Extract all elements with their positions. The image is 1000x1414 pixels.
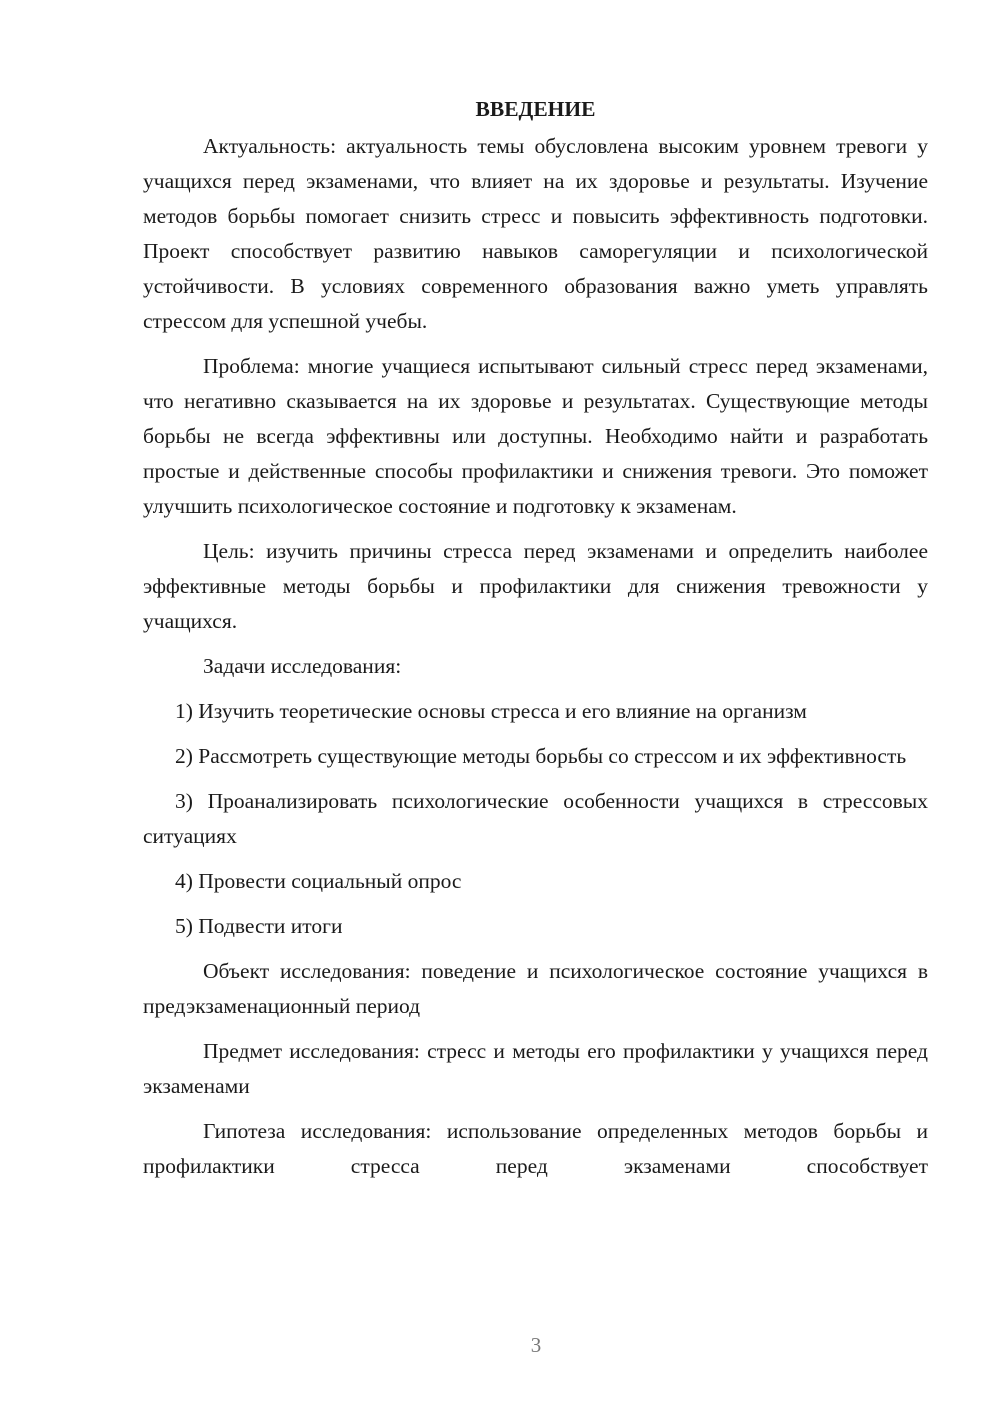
hypothesis-paragraph: Гипотеза исследования: использование определенных методов борьбы и профилактики стресса перед экзаменами способствует: [143, 1119, 928, 1178]
task-item: 4) Провести социальный опрос: [175, 869, 462, 893]
page-number: 3: [530, 1333, 542, 1357]
task-item: 1) Изучить теоретические основы стресса и его влияние на организм: [175, 699, 807, 723]
task-item: 5) Подвести итоги: [175, 914, 343, 938]
subject-paragraph: Предмет исследования: стресс и методы его профилактики у учащихся перед экзаменами: [143, 1039, 928, 1098]
task-item: 3) Проанализировать психологические особенности учащихся в стрессовых ситуациях: [143, 789, 928, 848]
document-page: [143, 92, 928, 1194]
goal-paragraph: Цель: изучить причины стресса перед экзаменами и определить наиболее эффективные методы борьбы и профилактики для снижения тревожности у учащихся.: [143, 539, 928, 633]
relevance-paragraph: Актуальность: актуальность темы обусловлена высоким уровнем тревоги у учащихся перед экзаменами, что влияет на их здоровье и результаты. Изучение методов борьбы помогает снизить стресс и повысить эффективность подготовки. Проект способствует развитию навыков саморегуляции и психологической устойчивости. В условиях современного образования важно уметь управлять стрессом для успешной учебы.: [143, 134, 928, 333]
tasks-title: Задачи исследования:: [203, 654, 402, 678]
section-heading: ВВЕДЕНИЕ: [475, 97, 596, 121]
task-item: 2) Рассмотреть существующие методы борьбы со стрессом и их эффективность: [175, 744, 907, 768]
object-paragraph: Объект исследования: поведение и психологическое состояние учащихся в предэкзаменационный период: [143, 959, 928, 1018]
problem-paragraph: Проблема: многие учащиеся испытывают сильный стресс перед экзаменами, что негативно сказывается на их здоровье и результатах. Существующие методы борьбы не всегда эффективны или доступны. Необходимо найти и разработать простые и действенные способы профилактики и снижения тревоги. Это поможет улучшить психологическое состояние и подготовку к экзаменам.: [143, 354, 928, 518]
